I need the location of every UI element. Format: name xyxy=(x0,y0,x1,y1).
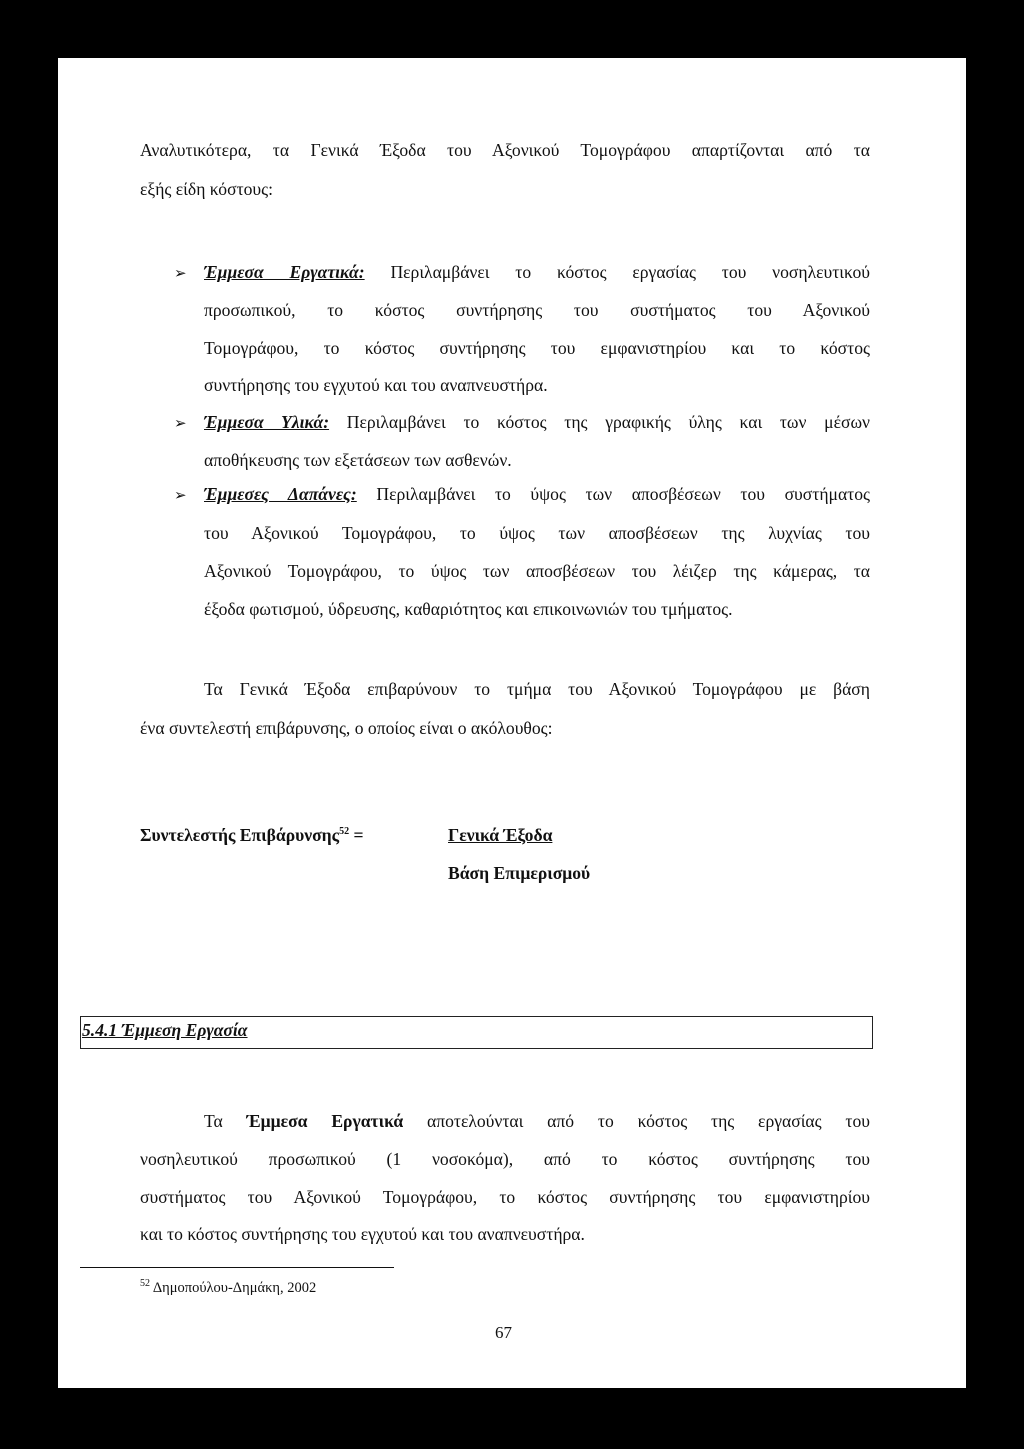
bullet-1-line-1 xyxy=(204,253,870,292)
para3-line-1-bold: Έμμεσα Εργατικά xyxy=(246,1111,404,1131)
para3-line-4: και το κόστος συντήρησης του εγχυτού και του αναπνευστήρα. xyxy=(140,1224,585,1244)
formula-lhs-text: Συντελεστής Επιβάρυνσης xyxy=(140,825,340,845)
intro-line-1: Αναλυτικότερα, τα Γενικά Έξοδα του Αξονικού Τομογράφου απαρτίζονται από τα xyxy=(140,140,870,160)
section-heading-text: 5.4.1 Έμμεση Εργασία xyxy=(82,1020,248,1040)
bullet-arrow-icon: ➢ xyxy=(174,414,187,432)
section-heading xyxy=(82,1013,248,1047)
footnote-number: 52 xyxy=(140,1278,150,1290)
formula-lhs xyxy=(140,816,364,855)
bullet-1-text: Περιλαμβάνει το κόστος εργασίας του νοσηλευτικού xyxy=(390,262,871,282)
bullet-2-line-1 xyxy=(204,403,870,442)
para3-line-3: συστήματος του Αξονικού Τομογράφου, το κόστος συντήρησης του εμφανιστηρίου xyxy=(140,1187,870,1207)
para3-line-1-pre: Τα xyxy=(204,1111,223,1131)
para3-line-2: νοσηλευτικού προσωπικού (1 νοσοκόμα), από το κόστος συντήρησης του xyxy=(140,1149,870,1169)
bullet-2-text: Περιλαμβάνει το κόστος της γραφικής ύλης και των μέσων xyxy=(346,412,870,432)
bullet-arrow-icon: ➢ xyxy=(174,486,187,504)
footnote-rule xyxy=(80,1267,394,1268)
para3-line-1-post: αποτελούνται από το κόστος της εργασίας του xyxy=(427,1111,871,1131)
bullet-3-line-1 xyxy=(204,475,870,514)
bullet-1-line-4: συντήρησης του εγχυτού και του αναπνευστήρα. xyxy=(204,375,548,395)
footnote-text: Δημοπούλου-Δημάκη, 2002 xyxy=(152,1280,317,1296)
bullet-3-term: Έμμεσες Δαπάνες: xyxy=(204,484,357,504)
bullet-3-line-3: Αξονικού Τομογράφου, το ύψος των αποσβέσεων του λέιζερ της κάμερας, τα xyxy=(204,561,870,581)
bullet-3-text: Περιλαμβάνει το ύψος των αποσβέσεων του συστήματος xyxy=(376,484,870,504)
bullet-2-term: Έμμεσα Υλικά: xyxy=(204,412,330,432)
bullet-1-term: Έμμεσα Εργατικά: xyxy=(204,262,365,282)
page-number: 67 xyxy=(495,1323,512,1342)
para2-line-1: Τα Γενικά Έξοδα επιβαρύνουν το τμήμα του Αξονικού Τομογράφου με βάση xyxy=(204,679,870,699)
intro-line-2: εξής είδη κόστους: xyxy=(140,179,274,199)
bullet-arrow-icon: ➢ xyxy=(174,264,187,282)
bullet-2-line-2: αποθήκευσης των εξετάσεων των ασθενών. xyxy=(204,450,512,470)
bullet-1-line-2: προσωπικού, το κόστος συντήρησης του συστήματος του Αξονικού xyxy=(204,300,870,320)
para2-line-2: ένα συντελεστή επιβάρυνσης, ο οποίος είναι ο ακόλουθος: xyxy=(140,718,553,738)
para3-line-1 xyxy=(204,1102,870,1141)
bullet-1-line-3: Τομογράφου, το κόστος συντήρησης του εμφανιστηρίου και το κόστος xyxy=(204,338,870,358)
footnote-ref: 52 xyxy=(339,826,350,838)
formula-equals: = xyxy=(353,825,364,845)
formula-denominator: Βάση Επιμερισμού xyxy=(448,863,591,883)
formula-numerator: Γενικά Έξοδα xyxy=(448,825,553,845)
footnote xyxy=(140,1276,316,1300)
bullet-3-line-4: έξοδα φωτισμού, ύδρευσης, καθαριότητος και επικοινωνιών του τμήματος. xyxy=(204,599,733,619)
bullet-3-line-2: του Αξονικού Τομογράφου, το ύψος των αποσβέσεων της λυχνίας του xyxy=(204,523,870,543)
